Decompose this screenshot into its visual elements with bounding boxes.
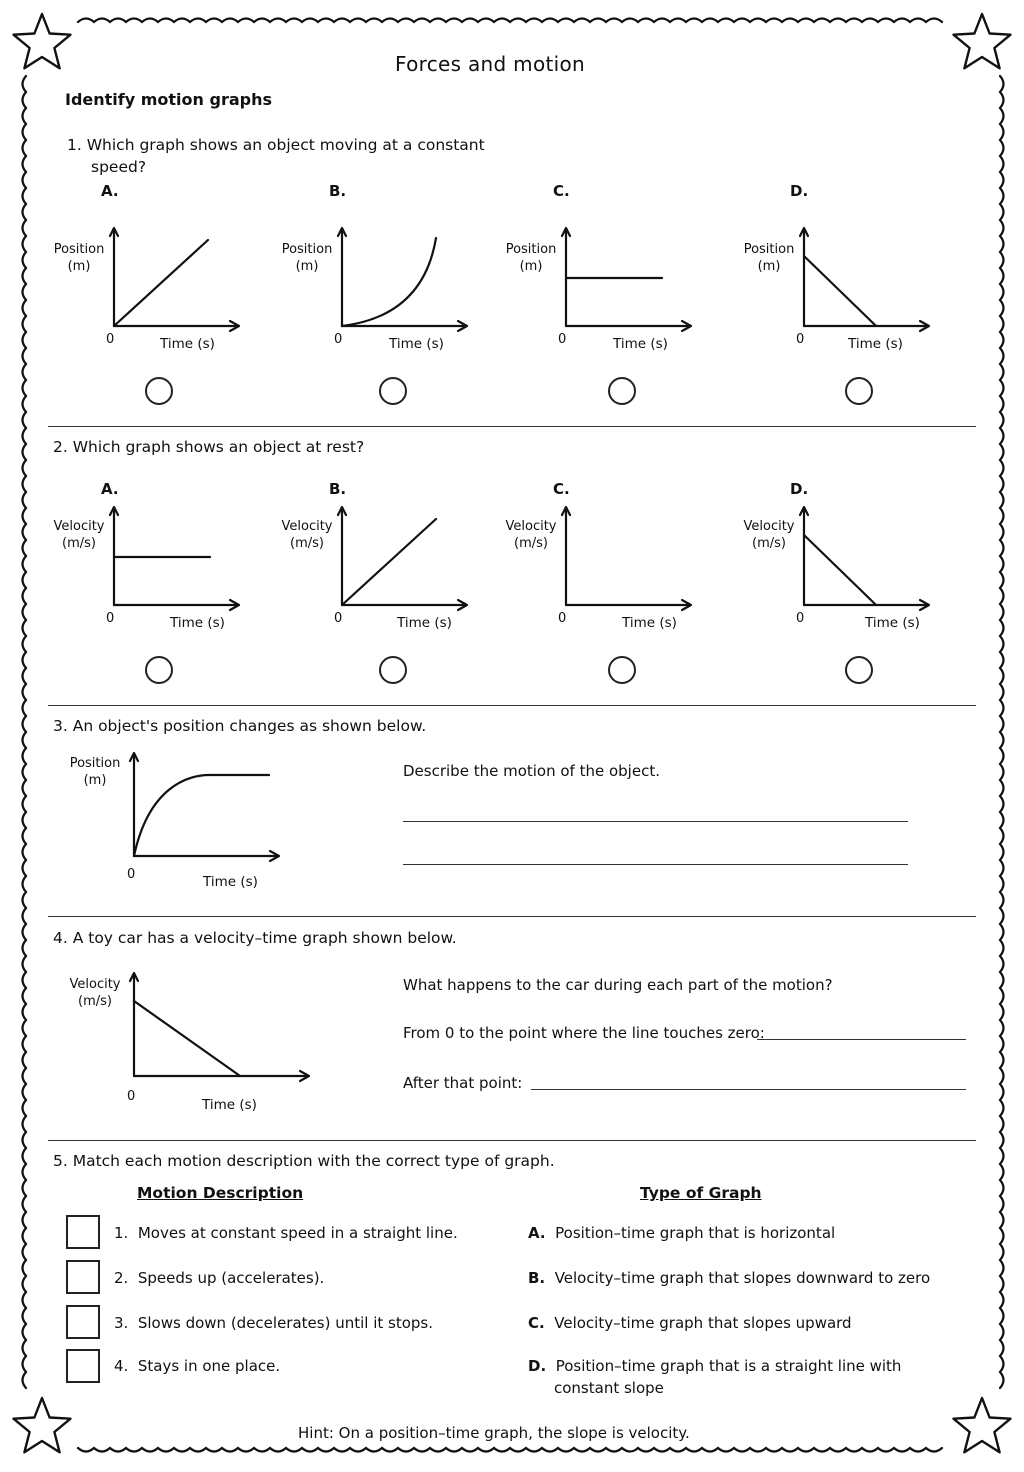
q1-option-d-circle[interactable] xyxy=(845,377,873,405)
q1-a-xlabel: Time (s) xyxy=(160,336,215,352)
q5-description-3: 3. Slows down (decelerates) until it stops. xyxy=(114,1314,433,1332)
q2-graph-d xyxy=(790,499,940,619)
q5-answer-box-1[interactable] xyxy=(66,1215,100,1249)
q1-b-xlabel: Time (s) xyxy=(389,336,444,352)
q5-graph-type-c: C. Velocity–time graph that slopes upward xyxy=(528,1314,852,1332)
q1-d-ylabel: Position (m) xyxy=(743,242,795,274)
q2-option-d-circle[interactable] xyxy=(845,656,873,684)
q1-option-a-letter: A. xyxy=(101,182,119,200)
q2-option-b-letter: B. xyxy=(329,480,347,498)
q5-prompt: 5. Match each motion description with the correct type of graph. xyxy=(53,1152,555,1170)
q2-graph-a xyxy=(100,499,250,619)
border-left xyxy=(23,76,27,1388)
graph-line xyxy=(134,1001,240,1076)
q5-description-1: 1. Moves at constant speed in a straight line. xyxy=(114,1224,458,1242)
q4-graph xyxy=(120,965,320,1090)
q5-graph-type-d: D. Position–time graph that is a straight line with xyxy=(528,1357,902,1375)
border-top xyxy=(78,19,942,23)
q5-answer-box-2[interactable] xyxy=(66,1260,100,1294)
q4-xlabel: Time (s) xyxy=(202,1097,257,1113)
q3-zero: 0 xyxy=(127,867,136,882)
q5-left-header: Motion Description xyxy=(137,1184,304,1202)
q1-graph-b xyxy=(328,220,478,340)
q1-option-b-circle[interactable] xyxy=(379,377,407,405)
q1-prompt: 1. Which graph shows an object moving at a constant xyxy=(67,136,485,154)
q2-graph-c xyxy=(552,499,702,619)
graph-line xyxy=(804,535,876,605)
q1-graph-c xyxy=(552,220,702,340)
graph-line xyxy=(804,256,876,326)
q2-b-xlabel: Time (s) xyxy=(397,615,452,631)
q4-question: What happens to the car during each part of the motion? xyxy=(403,976,833,994)
q3-prompt: 3. An object's position changes as shown below. xyxy=(53,717,427,735)
q1-c-ylabel: Position (m) xyxy=(505,242,557,274)
q1-b-ylabel: Position (m) xyxy=(281,242,333,274)
q1-prompt-cont: speed? xyxy=(91,158,147,176)
q2-a-ylabel: Velocity (m/s) xyxy=(53,519,105,551)
q2-d-ylabel: Velocity (m/s) xyxy=(743,519,795,551)
divider-2 xyxy=(48,705,976,706)
q1-c-xlabel: Time (s) xyxy=(613,336,668,352)
q2-a-xlabel: Time (s) xyxy=(170,615,225,631)
q1-graph-d xyxy=(790,220,940,340)
q3-answer-line-2[interactable] xyxy=(403,864,908,865)
q4-ylabel: Velocity (m/s) xyxy=(69,977,121,1009)
q1-a-zero: 0 xyxy=(106,332,115,347)
q3-answer-line-1[interactable] xyxy=(403,821,908,822)
q1-d-zero: 0 xyxy=(796,332,805,347)
graph-line xyxy=(342,519,436,605)
q4-prompt: 4. A toy car has a velocity–time graph shown below. xyxy=(53,929,457,947)
border-right xyxy=(1000,76,1004,1388)
star-icon-bottom-right xyxy=(954,1398,1011,1452)
q1-a-ylabel: Position (m) xyxy=(53,242,105,274)
q5-graph-type-a: A. Position–time graph that is horizontal xyxy=(528,1224,836,1242)
q2-a-zero: 0 xyxy=(106,611,115,626)
q2-option-d-letter: D. xyxy=(790,480,809,498)
q2-option-c-circle[interactable] xyxy=(608,656,636,684)
q1-b-zero: 0 xyxy=(334,332,343,347)
divider-1 xyxy=(48,426,976,427)
q1-graph-a xyxy=(100,220,250,340)
q1-c-zero: 0 xyxy=(558,332,567,347)
q2-option-b-circle[interactable] xyxy=(379,656,407,684)
star-icon-bottom-left xyxy=(14,1398,71,1452)
q2-b-zero: 0 xyxy=(334,611,343,626)
border-bottom xyxy=(78,1448,942,1452)
graph-line xyxy=(134,775,269,856)
q1-option-b-letter: B. xyxy=(329,182,347,200)
q1-option-a-circle[interactable] xyxy=(145,377,173,405)
q5-description-4: 4. Stays in one place. xyxy=(114,1357,281,1375)
q2-graph-b xyxy=(328,499,478,619)
page-subtitle: Identify motion graphs xyxy=(65,90,272,109)
q1-option-c-letter: C. xyxy=(553,182,570,200)
q4-part1-answer-line[interactable] xyxy=(757,1039,966,1040)
q2-option-a-letter: A. xyxy=(101,480,119,498)
q2-d-xlabel: Time (s) xyxy=(865,615,920,631)
q1-d-xlabel: Time (s) xyxy=(848,336,903,352)
q5-description-2: 2. Speeds up (accelerates). xyxy=(114,1269,325,1287)
q5-right-header: Type of Graph xyxy=(640,1184,762,1202)
q4-part2-answer-line[interactable] xyxy=(531,1089,966,1090)
q1-option-d-letter: D. xyxy=(790,182,809,200)
graph-line xyxy=(114,240,208,326)
q4-zero: 0 xyxy=(127,1089,136,1104)
q5-graph-type-b: B. Velocity–time graph that slopes downward to zero xyxy=(528,1269,931,1287)
page-title: Forces and motion xyxy=(394,52,585,76)
divider-4 xyxy=(48,1140,976,1141)
q2-prompt: 2. Which graph shows an object at rest? xyxy=(53,438,365,456)
q2-b-ylabel: Velocity (m/s) xyxy=(281,519,333,551)
q3-ylabel: Position (m) xyxy=(69,756,121,788)
hint-text: Hint: On a position–time graph, the slope is velocity. xyxy=(298,1424,690,1442)
q5-answer-box-3[interactable] xyxy=(66,1305,100,1339)
q5-answer-box-4[interactable] xyxy=(66,1349,100,1383)
q5-graph-type-d-cont: constant slope xyxy=(554,1379,664,1397)
q3-graph xyxy=(120,745,290,870)
q1-option-c-circle[interactable] xyxy=(608,377,636,405)
q3-instruction: Describe the motion of the object. xyxy=(403,762,660,780)
q4-part1-label: From 0 to the point where the line touches zero: xyxy=(403,1024,765,1042)
graph-line xyxy=(342,238,436,326)
q2-option-c-letter: C. xyxy=(553,480,570,498)
q2-c-zero: 0 xyxy=(558,611,567,626)
q2-c-ylabel: Velocity (m/s) xyxy=(505,519,557,551)
q2-c-xlabel: Time (s) xyxy=(622,615,677,631)
divider-3 xyxy=(48,916,976,917)
q2-d-zero: 0 xyxy=(796,611,805,626)
q2-option-a-circle[interactable] xyxy=(145,656,173,684)
q3-xlabel: Time (s) xyxy=(203,874,258,890)
q4-part2-label: After that point: xyxy=(403,1074,523,1092)
